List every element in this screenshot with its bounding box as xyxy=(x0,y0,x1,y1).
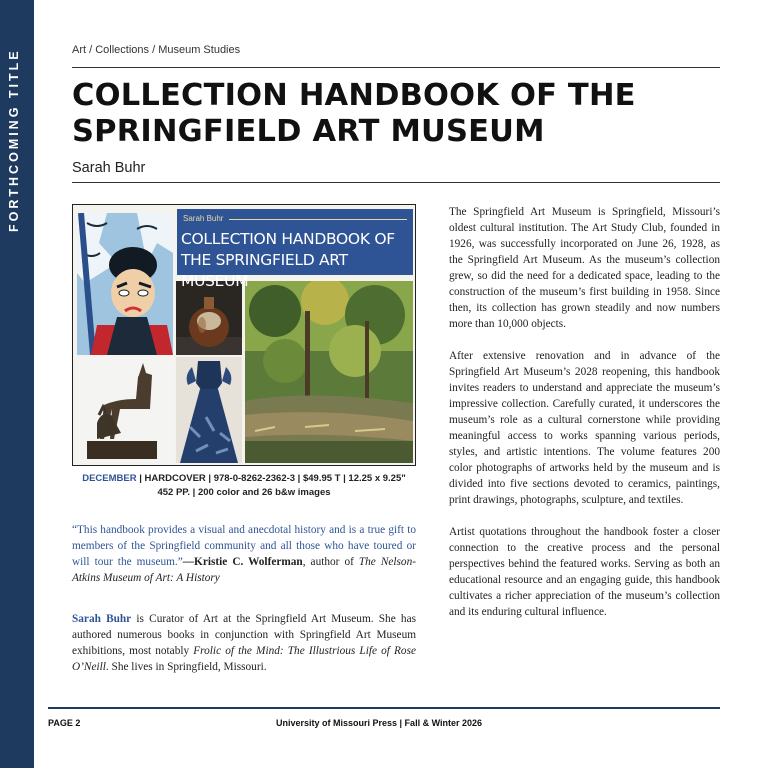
release-month: DECEMBER xyxy=(82,473,137,484)
forthcoming-title-label: FORTHCOMING TITLE xyxy=(7,48,21,232)
author-bio xyxy=(72,611,416,675)
description-paragraph: The Springfield Art Museum is Springfield, Missouri’s oldest cultural institution. The Art Study Club, founded in 1926, was successfully incorporated on June 26, 1928, as the Springfield Art Museum. As the museum’s collection grew, so did the need for a dedicated space, leading to the construction of the museum’s first building in 1958. Since then, its collection has grown steadily and now numbers more than 10,000 objects. xyxy=(449,206,720,330)
footer-publisher: University of Missouri Press | Fall & Winter 2026 xyxy=(276,718,483,728)
quote-attribution: , author of xyxy=(302,556,359,568)
landscape-painting-image xyxy=(245,281,413,463)
textile-dress-image xyxy=(176,357,242,463)
cover-title-banner xyxy=(177,209,413,290)
samurai-print-image xyxy=(77,213,173,355)
page-count-details: 452 PP. | 200 color and 26 b&w images xyxy=(157,487,331,498)
quote-author: —Kristie C. Wolferman xyxy=(182,556,303,568)
format-details: | HARDCOVER | 978-0-8262-2362-3 | $49.95 T | 12.25 x 9.25" xyxy=(136,473,406,484)
quote-work-title: The Nelson-Atkins Museum of Art: A History xyxy=(72,556,416,584)
breadcrumb: Art / Collections / Museum Studies xyxy=(72,44,241,56)
author-rule xyxy=(72,182,720,183)
footer-rule xyxy=(48,707,720,709)
page-number: PAGE 2 xyxy=(48,718,81,728)
quote-text: “This handbook provides a visual and anecdotal history and is a true gift to members of the Springfield community and all those who have toured or will tour the museum.” xyxy=(72,524,416,568)
description-column xyxy=(449,204,720,636)
header-rule xyxy=(72,67,720,68)
blurb-quote xyxy=(72,522,416,586)
description-paragraph: After extensive renovation and in advance of the Springfield Art Museum’s 2028 reopening, this handbook invites readers to understand and appreciate the museum’s impressive collection. Carefully curated, it underscores the museum’s role as a cultural cornerstone while providing meaningful access to works spanning various periods, styles, and artistic intentions. The volume features 200 color photographs of artworks held by the museum and is divided into five sections devoted to ceramics, paintings, print drawings, photographs, sculpture, and textiles. xyxy=(449,350,720,506)
author-name: Sarah Buhr xyxy=(72,160,146,176)
cover-divider xyxy=(229,219,407,220)
bio-author-name: Sarah Buhr xyxy=(72,613,132,625)
cover-title: COLLECTION HANDBOOK OF THE SPRINGFIELD ART MUSEUM xyxy=(181,230,395,290)
llama-sculpture-image xyxy=(77,357,173,463)
sidebar-band xyxy=(0,0,34,768)
description-paragraph: Artist quotations throughout the handbook foster a closer connection to the creative process and the personal perspectives behind the featured works. Serving as both an educational resource and an engaging guide, this handbook cultivates a richer appreciation of the museum’s collection and its enduring cultural influence. xyxy=(449,526,720,618)
book-cover xyxy=(72,204,416,466)
book-details xyxy=(72,472,416,500)
cover-author: Sarah Buhr xyxy=(183,214,224,223)
sidebar-label xyxy=(7,48,25,432)
bio-text: is Curator of Art at the Springfield Art Museum. She has authored numerous books in conjunction with Springfield Art Museum exhibitions, most notably xyxy=(72,613,416,657)
bio-text-end: . She lives in Springfield, Missouri. xyxy=(105,661,267,673)
ceramic-vase-image xyxy=(176,281,242,355)
bio-work-title: Frolic of the Mind: The Illustrious Life of Rose O’Neill xyxy=(72,645,416,673)
page-title: COLLECTION HANDBOOK OF THE SPRINGFIELD ART MUSEUM xyxy=(72,78,636,149)
